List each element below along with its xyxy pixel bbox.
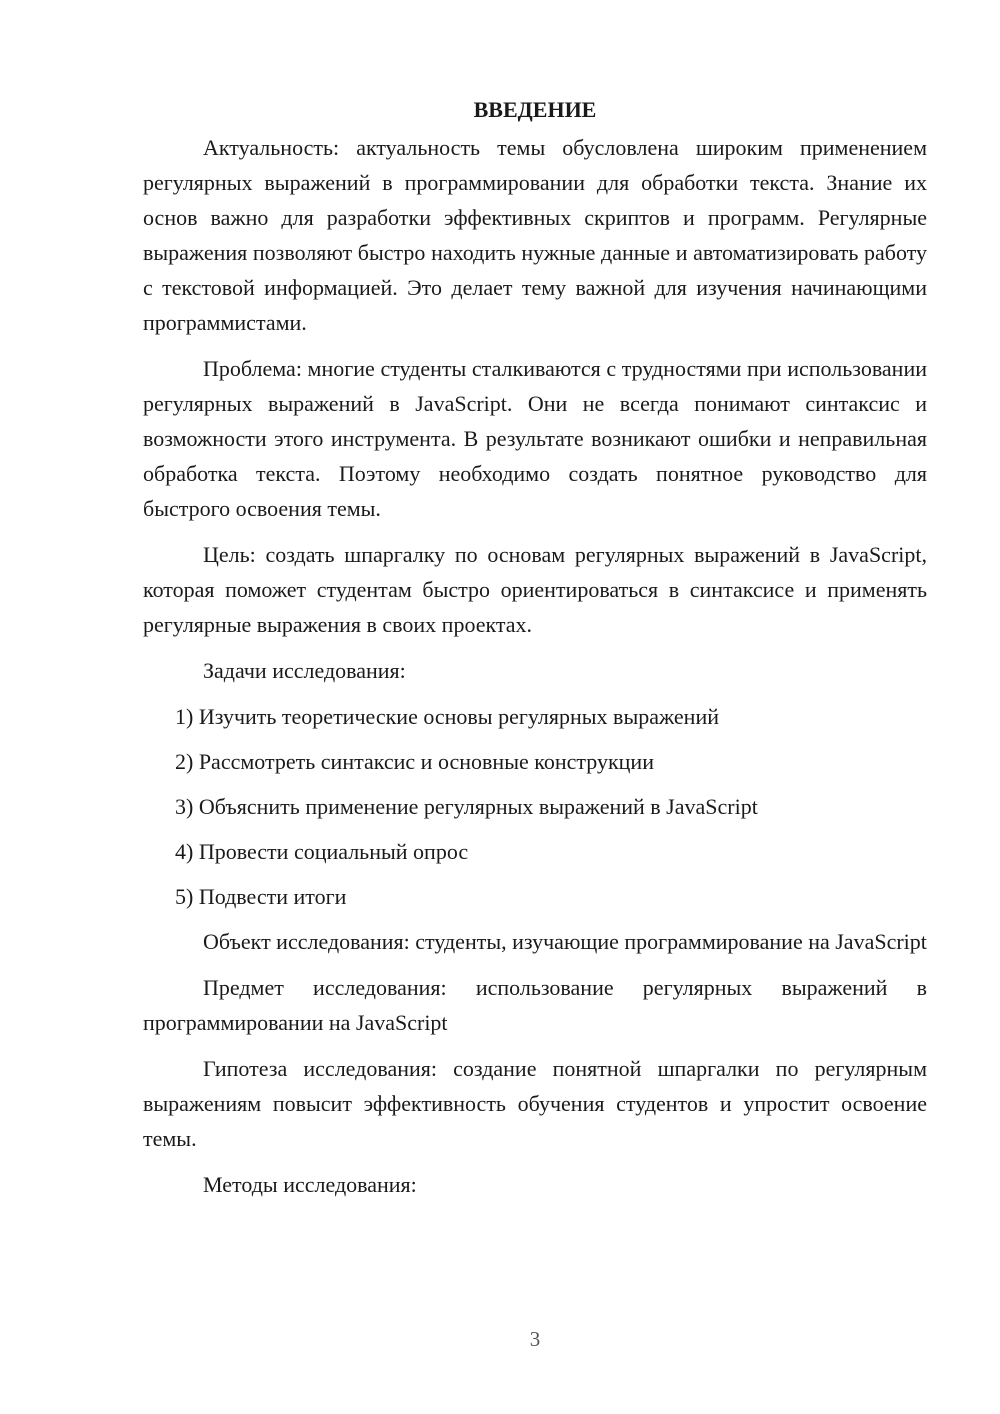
problem-paragraph: Проблема: многие студенты сталкиваются с трудностями при использовании регулярных выражений в JavaScript. Они не всегда понимают синтаксис и возможности этого инструмента. В результате возникают ошибки и неправильная обработка текста. Поэтому необходимо создать понятное руководство для быстрого освоения темы. xyxy=(143,356,927,521)
tasks-label: Задачи исследования: xyxy=(203,658,406,683)
task-item: 3) Объяснить применение регулярных выражений в JavaScript xyxy=(175,794,758,819)
page-content xyxy=(143,92,927,1213)
task-item: 2) Рассмотреть синтаксис и основные конструкции xyxy=(175,749,654,774)
goal-paragraph: Цель: создать шпаргалку по основам регулярных выражений в JavaScript, которая поможет студентам быстро ориентироваться в синтаксисе и применять регулярные выражения в своих проектах. xyxy=(143,542,927,637)
section-title: ВВЕДЕНИЕ xyxy=(473,97,597,122)
page-number: 3 xyxy=(529,1327,541,1351)
object-paragraph: Объект исследования: студенты, изучающие программирование на JavaScript xyxy=(203,929,927,954)
relevance-paragraph: Актуальность: актуальность темы обусловлена широким применением регулярных выражений в программировании для обработки текста. Знание их основ важно для разработки эффективных скриптов и программ. Регулярные выражения позволяют быстро находить нужные данные и автоматизировать работу с текстовой информацией. Это делает тему важной для изучения начинающими программистами. xyxy=(143,135,927,335)
task-item: 1) Изучить теоретические основы регулярных выражений xyxy=(175,704,719,729)
tasks-list xyxy=(143,699,927,914)
subject-paragraph: Предмет исследования: использование регулярных выражений в программировании на JavaScript xyxy=(143,975,927,1035)
hypothesis-paragraph: Гипотеза исследования: создание понятной шпаргалки по регулярным выражениям повысит эффективность обучения студентов и упростит освоение темы. xyxy=(143,1056,927,1151)
task-item: 4) Провести социальный опрос xyxy=(175,839,469,864)
methods-label: Методы исследования: xyxy=(203,1172,417,1197)
task-item: 5) Подвести итоги xyxy=(175,884,347,909)
